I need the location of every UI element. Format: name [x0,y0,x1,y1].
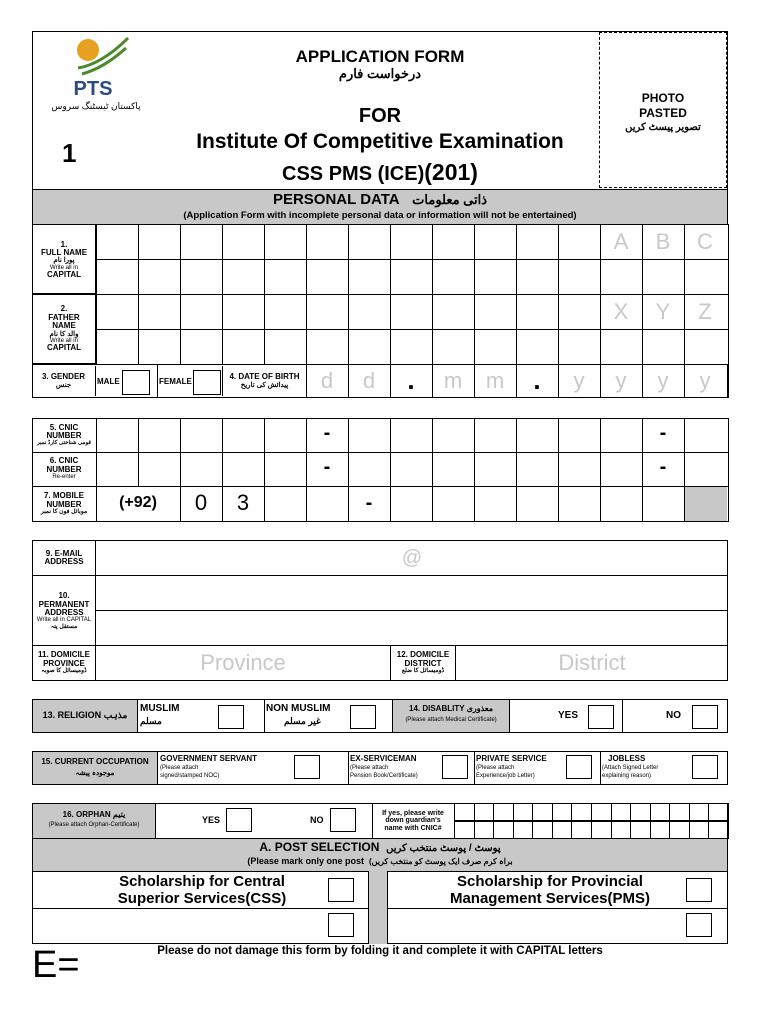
guardian-cell[interactable] [474,821,495,839]
occ-private-label: PRIVATE SERVICE [476,754,547,763]
cnic-digit-cell[interactable] [180,486,223,522]
name-letter-cell[interactable] [138,294,181,330]
guardian-cell[interactable] [630,821,651,839]
name-letter-cell[interactable] [390,259,433,295]
cnic-digit-cell[interactable] [348,452,391,487]
cnic-digit-cell[interactable] [474,486,517,522]
dob-placeholder: m [485,368,505,393]
dp-label-1: 11. DOMICILE [37,650,90,660]
cnic-digit-cell[interactable] [96,418,139,453]
name-letter-cell[interactable] [642,329,685,365]
name-letter-cell[interactable] [348,329,391,365]
cnic-dash: - [659,422,667,444]
cnic-digit-cell[interactable] [558,486,601,522]
address-l2: ADDRESS [44,607,84,617]
orphan-yes-checkbox[interactable] [226,808,252,832]
name-letter-cell[interactable] [558,294,601,330]
muslim-checkbox[interactable] [218,705,244,729]
cnic-digit-cell[interactable] [642,486,685,522]
name-letter-cell[interactable] [264,329,307,365]
name-letter-cell[interactable] [558,259,601,295]
cnic-digit-cell[interactable] [474,418,517,453]
name-letter-cell[interactable] [432,259,475,295]
occ-ex-label: EX-SERVICEMAN [350,754,417,763]
father-name-sample-letter: Z [698,299,712,324]
name-letter-cell[interactable] [306,329,349,365]
name-letter-cell[interactable] [684,329,729,365]
name-letter-cell[interactable] [390,329,433,365]
name-letter-cell[interactable] [432,329,475,365]
guardian-cell[interactable] [669,821,690,839]
name-letter-cell[interactable] [180,294,223,330]
dob-label-ur: پیدائش کی تاریخ [240,381,289,389]
name-letter-cell[interactable] [432,224,475,260]
orphan-no-checkbox[interactable] [330,808,356,832]
post-heading [32,840,728,854]
address-l1: PERMANENT [38,599,90,609]
name-letter-cell[interactable] [684,259,729,295]
cnic2-sub: Re-enter [52,474,76,481]
orphan-guardian-note [372,804,454,838]
cnic-digit-cell[interactable] [348,418,391,453]
name-letter-cell[interactable] [222,294,265,330]
cnic-digit-cell[interactable] [180,418,223,453]
pms-checkbox[interactable] [686,878,712,902]
email-label-2: ADDRESS [44,557,84,566]
cnic-dash: - [323,456,331,478]
guardian-cell[interactable] [689,803,710,821]
guardian-cell[interactable] [689,821,710,839]
guardian-cell[interactable] [552,821,573,839]
mobile-label-1: 7. MOBILE [43,491,84,501]
father-cap: CAPITAL [46,343,82,353]
full-name-ur: پورا نام [53,257,75,265]
guardian-cell[interactable] [591,803,612,821]
mobile-prefix: (+92) [119,494,157,511]
father-ur: والد کا نام [49,330,79,338]
name-letter-cell[interactable] [96,224,139,260]
exam-title [200,159,560,186]
dp-label-ur: ڈومیسائل کا صوبہ [41,668,87,675]
mobile-prefix-cell [96,486,181,522]
dob-placeholder: d [320,368,334,393]
full-name-cap: CAPITAL [46,270,82,280]
occ-jobless-sub1: (Attach Signed Letter [602,765,659,771]
dob-label [222,366,306,396]
cnic-digit-cell[interactable] [684,452,729,487]
dob-placeholder: d [362,368,376,393]
disability-no-checkbox[interactable] [692,705,718,729]
father-name-label [32,297,96,361]
non-muslim-checkbox[interactable] [350,705,376,729]
cnic-digit-cell[interactable] [474,452,517,487]
father-en2: NAME [52,321,76,331]
for-label: FOR [358,105,402,127]
name-letter-cell[interactable] [180,329,223,365]
name-letter-cell[interactable] [600,259,643,295]
father-name-sample-letter: X [613,299,629,324]
css-checkbox-2[interactable] [328,913,354,937]
name-letter-cell[interactable] [516,329,559,365]
female-label: FEMALE [159,377,192,386]
post-sub [32,856,728,866]
full-name-sub: Write all in [50,264,78,271]
name-letter-cell[interactable] [264,294,307,330]
occ-gov-label: GOVERNMENT SERVANT [160,754,258,763]
name-letter-cell[interactable] [264,259,307,295]
name-letter-cell[interactable] [138,329,181,365]
guardian-cell[interactable] [454,803,475,821]
cnic-digit-cell[interactable] [222,486,265,522]
occ-jobless-sub2: explaining reason) [602,773,652,779]
css-checkbox[interactable] [328,878,354,902]
guardian-cell[interactable] [493,803,514,821]
mobile-end-cell [685,487,727,521]
occ-gov-sub2: signed/stamped NOC) [160,773,220,779]
form-number: 1 [62,138,77,168]
cnic-digit-cell[interactable] [138,452,181,487]
disability-no-label: NO [666,710,681,721]
address-label [32,580,96,642]
name-letter-cell[interactable] [264,224,307,260]
religion-divider-1 [264,699,265,733]
full-name-sample-letter: C [697,229,713,254]
guardian-cell[interactable] [611,821,632,839]
address-input-2[interactable] [96,611,728,645]
post-divider-column [368,871,388,944]
exam-code: (201) [424,159,478,185]
occ-ex-sub2: Pension Book/Certificate) [350,773,418,779]
occ-gov-checkbox[interactable] [294,755,320,779]
orphan-label-ur: یتیم [112,810,126,819]
cnic-digit-cell[interactable] [96,452,139,487]
occ-divider-3 [600,751,601,785]
guardian-cell[interactable] [493,821,514,839]
male-checkbox[interactable] [122,370,150,395]
non-muslim-label-ur: غیر مسلم [284,716,321,726]
name-letter-cell[interactable] [516,294,559,330]
guardian-cell[interactable] [669,803,690,821]
gender-label [32,366,96,396]
name-letter-cell[interactable] [558,329,601,365]
name-letter-cell[interactable] [180,224,223,260]
disability-label [392,704,510,713]
cnic-label-2: NUMBER [46,431,82,441]
name-letter-cell[interactable] [390,224,433,260]
footer-code: E= [32,944,80,986]
guardian-cell[interactable] [454,821,475,839]
disability-sub: (Please attach Medical Certificate) [405,717,497,723]
disability-yes-checkbox[interactable] [588,705,614,729]
pts-logo-icon [72,34,132,82]
cnic-label-cell [32,486,97,522]
father-en: FATHER [48,312,80,322]
name-letter-cell[interactable] [138,259,181,295]
name-letter-cell[interactable] [96,259,139,295]
guardian-cell[interactable] [513,821,534,839]
religion-label-en: 13. RELIGION [42,710,102,720]
guardian-cell[interactable] [650,821,671,839]
full-name-num: 1. [60,239,68,249]
cnic-digit-cell[interactable] [516,486,559,522]
name-letter-cell[interactable] [474,259,517,295]
dob-placeholder: . [533,365,541,395]
name-letter-cell[interactable] [306,259,349,295]
occ-jobless-checkbox[interactable] [692,755,718,779]
occupation-label: 15. CURRENT OCCUPATION [41,757,149,766]
form-title: APPLICATION FORM [295,47,465,66]
cnic-digit-cell[interactable] [180,452,223,487]
gender-label-ur: جنس [55,381,72,389]
guardian-cell[interactable] [708,821,729,839]
dd-label-2: DISTRICT [404,658,442,668]
orphan-label-cell [32,803,156,839]
occ-divider-1 [348,751,349,785]
photo-urdu: تصویر پیسٹ کریں [625,122,701,133]
occ-jobless-label: JOBLESS [608,754,646,763]
cnic-digit-cell[interactable] [264,486,307,522]
cnic-digit-cell[interactable] [306,486,349,522]
religion-label [32,710,138,721]
cnic-digit-cell[interactable] [390,452,433,487]
mobile-digit-0: 0 [194,490,208,515]
guardian-cell[interactable] [650,803,671,821]
disability-yes-label: YES [558,710,579,721]
post-heading-ur: پوسٹ / پوسٹ منتخب کریں [386,843,501,854]
orphan-no-label: NO [310,815,324,825]
address-ur: مستقل پتہ [50,623,78,630]
cnic-digit-cell[interactable] [222,452,265,487]
occ-gov-sub1: (Please attach [160,765,199,771]
guardian-2: down guardian's [385,817,441,825]
name-letter-cell[interactable] [138,224,181,260]
muslim-label-ur: مسلم [140,716,162,726]
name-letter-cell[interactable] [642,259,685,295]
institute-name: Institute Of Competitive Examination [196,130,564,153]
name-letter-cell[interactable] [432,294,475,330]
dob-placeholder: y [573,368,585,393]
occ-ex-sub1: (Please attach [350,765,389,771]
guardian-cell[interactable] [611,803,632,821]
pms-option-line1: Scholarship for Provincial [457,873,643,890]
email-label-1: 9. E-MAIL [45,548,83,558]
cnic-digit-cell[interactable] [558,452,601,487]
photo-line2: PASTED [639,106,687,120]
guardian-cell[interactable] [474,803,495,821]
full-name-sample-letter: B [655,229,671,254]
occ-ex-checkbox[interactable] [442,755,468,779]
gender-divider [157,364,158,398]
post-sub-en: (Please mark only one post [247,856,364,866]
dd-label-ur: ڈومیسائل کا ضلع [401,668,445,675]
guardian-cell[interactable] [532,821,553,839]
disability-label-en: 14. DISABLITY [409,704,465,713]
domicile-district-label [390,645,456,681]
guardian-cell[interactable] [708,803,729,821]
photo-line1: PHOTO [641,91,685,105]
domicile-province-input[interactable]: Province [200,650,286,675]
email-input[interactable]: @ [401,546,423,569]
post-heading-en: A. POST SELECTION [259,840,380,854]
father-name-sample-letter: Y [655,299,671,324]
mobile-label-2: NUMBER [46,499,82,509]
name-letter-cell[interactable] [600,329,643,365]
guardian-cell[interactable] [571,803,592,821]
cnic-dash: - [323,422,331,444]
name-letter-cell[interactable] [474,224,517,260]
cnic-digit-cell[interactable] [348,486,391,522]
disability-label-ur: معذوری [466,704,493,713]
occ-private-sub1: (Please attach [476,765,515,771]
address-sub: Write all in CAPITAL [36,617,92,624]
dob-placeholder: . [407,365,415,395]
mobile-digit-3: 3 [236,490,250,515]
guardian-cell[interactable] [630,803,651,821]
orphan-sub: (Please attach Orphan-Certificate) [48,822,140,828]
guardian-1: If yes, please write [382,809,444,817]
cnic-digit-cell[interactable] [600,486,643,522]
cnic-label-cell [32,452,97,487]
name-letter-cell[interactable] [96,294,139,330]
full-name-sample-letter: A [613,229,629,254]
guardian-cell[interactable] [552,803,573,821]
personal-heading-en: PERSONAL DATA [272,191,400,208]
name-letter-cell[interactable] [474,294,517,330]
cnic-digit-cell[interactable] [390,418,433,453]
father-sub: Write all in [50,337,78,344]
personal-data-note: (Application Form with incomplete personal data or information will not be entertained) [183,210,577,221]
cnic-label-1: 5. CNIC [49,422,79,432]
cnic-digit-cell[interactable] [264,418,307,453]
name-letter-cell[interactable] [348,224,391,260]
cnic-digit-cell[interactable] [516,452,559,487]
email-label [32,540,96,576]
dob-placeholder: y [657,368,669,393]
name-letter-cell[interactable] [180,259,223,295]
address-input-1[interactable] [96,576,728,610]
cnic-digit-cell[interactable] [222,418,265,453]
dob-placeholder: m [443,368,463,393]
cnic-digit-cell[interactable] [600,452,643,487]
dob-label-en: 4. DATE OF BIRTH [229,372,300,382]
cnic-digit-cell[interactable] [138,418,181,453]
personal-data-heading [32,191,728,208]
name-letter-cell[interactable] [516,259,559,295]
occ-private-checkbox[interactable] [566,755,592,779]
css-option-line2: Superior Services(CSS) [117,890,287,907]
cnic-digit-cell[interactable] [558,418,601,453]
logo-urdu: پاکستان ٹیسٹنگ سروس [51,101,141,111]
guardian-cell[interactable] [591,821,612,839]
name-letter-cell[interactable] [474,329,517,365]
cnic-digit-cell[interactable] [390,486,433,522]
mobile-dash: - [365,492,373,514]
cnic-digit-cell[interactable] [264,452,307,487]
full-name-label [32,230,96,290]
name-letter-cell[interactable] [222,224,265,260]
address-num: 10. [58,591,70,601]
cnic-digit-cell[interactable] [432,452,475,487]
guardian-3: name with CNIC# [384,824,442,832]
pms-checkbox-2[interactable] [686,913,712,937]
name-letter-cell[interactable] [348,294,391,330]
occupation-label-ur: موجودہ پیشہ [75,770,115,777]
disability-divider [622,699,623,733]
orphan-yes-label: YES [202,815,221,825]
female-checkbox[interactable] [193,370,221,395]
cnic-digit-cell[interactable] [600,418,643,453]
guardian-cell[interactable] [532,803,553,821]
cnic-dash: - [659,456,667,478]
dob-placeholder: y [699,368,711,393]
cnic-digit-cell[interactable] [432,418,475,453]
name-letter-cell[interactable] [306,294,349,330]
muslim-label: MUSLIM [140,703,180,714]
male-label: MALE [97,377,120,386]
cnic2-label-1: 6. CNIC [49,456,79,466]
non-muslim-label: NON MUSLIM [266,703,331,714]
cnic-digit-cell[interactable] [516,418,559,453]
css-option-line1: Scholarship for Central [119,873,285,890]
name-letter-cell[interactable] [558,224,601,260]
name-letter-cell[interactable] [96,329,139,365]
name-letter-cell[interactable] [390,294,433,330]
logo-text: PTS [73,78,113,100]
occ-divider-2 [474,751,475,785]
domicile-district-input[interactable]: District [558,650,626,675]
mobile-label-ur: موبائل فون کا نمبر [40,509,88,516]
name-letter-cell[interactable] [222,259,265,295]
dob-placeholder: y [615,368,627,393]
guardian-cell[interactable] [513,803,534,821]
guardian-cell[interactable] [571,821,592,839]
occ-private-sub2: Experience/job Letter) [476,773,535,779]
cnic-label-cell [32,418,97,453]
full-name-en: FULL NAME [40,247,88,257]
cnic-digit-cell[interactable] [684,418,729,453]
orphan-label-en: 16. ORPHAN [62,810,111,819]
cnic-digit-cell[interactable] [432,486,475,522]
dd-label-1: 12. DOMICILE [396,650,450,660]
form-title-urdu: درخواست فارم [338,66,422,81]
name-letter-cell[interactable] [516,224,559,260]
cnic-label-ur: قومی شناختی کارڈ نمبر [37,439,91,446]
personal-heading-ur: ذاتی معلومات [412,192,488,207]
footer-note: Please do not damage this form by folding it and complete it with CAPITAL letters [157,945,603,957]
father-num: 2. [60,304,68,314]
name-letter-cell[interactable] [306,224,349,260]
religion-label-ur: مذہب [103,710,128,720]
post-sub-ur: (براہ کرم صرف ایک پوسٹ کو منتخب کریں [368,857,513,866]
exam-prefix: CSS PMS (ICE) [282,163,425,185]
domicile-province-label [32,645,96,681]
name-letter-cell[interactable] [348,259,391,295]
orphan-label [32,810,156,819]
name-letter-cell[interactable] [222,329,265,365]
pms-option-line2: Management Services(PMS) [449,890,651,907]
dp-label-2: PROVINCE [43,658,85,668]
gender-label-en: 3. GENDER [41,372,86,382]
cnic2-label-2: NUMBER [46,464,82,474]
